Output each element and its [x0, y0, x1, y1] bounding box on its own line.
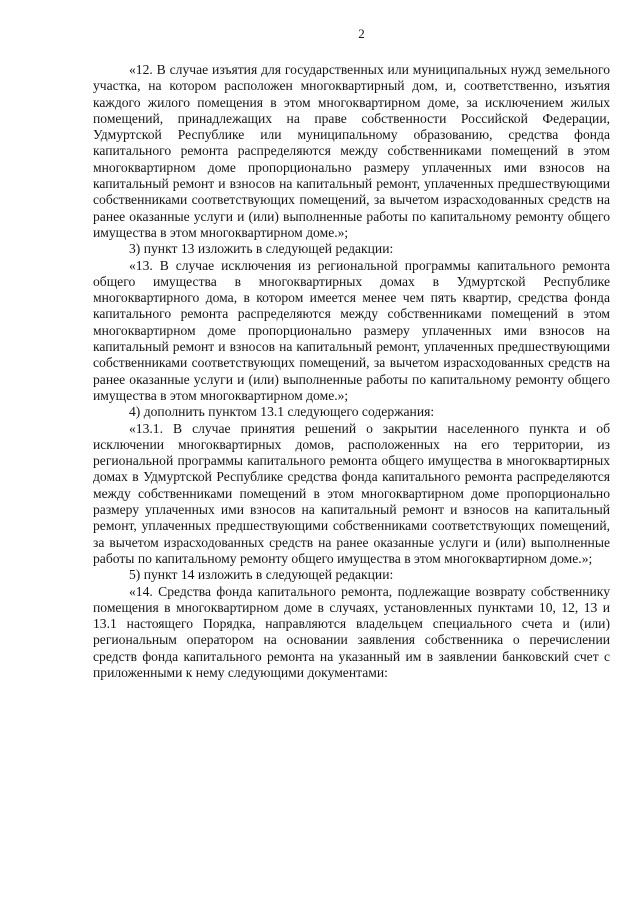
paragraph-item-13: «13. В случае исключения из региональной программы капитального ремонта общего имущества в многоквартирных домах в Удмуртской Республике многоквартирного дома, в котором имеется менее чем пять квартир, средства фонда капитального ремонта распределяются между собственниками помещений в этом многоквартирном доме пропорционально размеру уплаченных ими взносов на капитальный ремонт и взносов на капитальный ремонт, уплаченных предшествующими собственниками соответствующих помещений, за вычетом израсходованных средств на ранее оказанные услуги и (или) выполненные работы по капитальному ремонту общего имущества в этом многоквартирном доме.»;	[93, 257, 610, 403]
paragraph-item-14: «14. Средства фонда капитального ремонта, подлежащие возврату собственнику помещения в многоквартирном доме в случаях, установленных пунктами 10, 12, 13 и 13.1 настоящего Порядка, направляются владельцем специального счета и (или) региональным оператором на основании заявления собственника о перечислении средств фонда капитального ремонта на указанный им в заявлении банковский счет с приложенными к нему следующими документами:	[93, 583, 610, 680]
paragraph-amendment-4: 4) дополнить пунктом 13.1 следующего содержания:	[129, 404, 435, 420]
paragraph-amendment-5: 5) пункт 14 изложить в следующей редакции:	[129, 567, 394, 583]
page-number: 2	[358, 26, 365, 41]
paragraph-amendment-3: 3) пункт 13 изложить в следующей редакции:	[129, 241, 394, 257]
paragraph-item-13-1: «13.1. В случае принятия решений о закрытии населенного пункта и об исключении многоквартирных домов, расположенных на его территории, из региональной программы капитального ремонта общего имущества в многоквартирных домах в Удмуртской Республике средства фонда капитального ремонта распределяются между собственниками помещений в этом многоквартирном доме пропорционально размеру уплаченных ими взносов на капитальный ремонт и взносов на капитальный ремонт, уплаченных предшествующими собственниками соответствующих помещений, за вычетом израсходованных средств на ранее оказанные услуги и (или) выполненные работы по капитальному ремонту общего имущества в этом многоквартирном доме.»;	[93, 420, 610, 566]
document-body	[93, 62, 610, 681]
paragraph-item-12: «12. В случае изъятия для государственных или муниципальных нужд земельного участка, на котором расположен многоквартирный дом, и, соответственно, изъятия каждого жилого помещения в этом многоквартирном доме, за исключением жилых помещений, принадлежащих на праве собственности Российской Федерации, Удмуртской Республике или муниципальному образованию, средства фонда капитального ремонта распределяются между собственниками помещений в этом многоквартирном доме пропорционально размеру уплаченных ими взносов на капитальный ремонт и взносов на капитальный ремонт, уплаченных предшествующими собственниками соответствующих помещений, за вычетом израсходованных средств на ранее оказанные услуги и (или) выполненные работы по капитальному ремонту общего имущества в этом многоквартирном доме.»;	[93, 62, 610, 240]
